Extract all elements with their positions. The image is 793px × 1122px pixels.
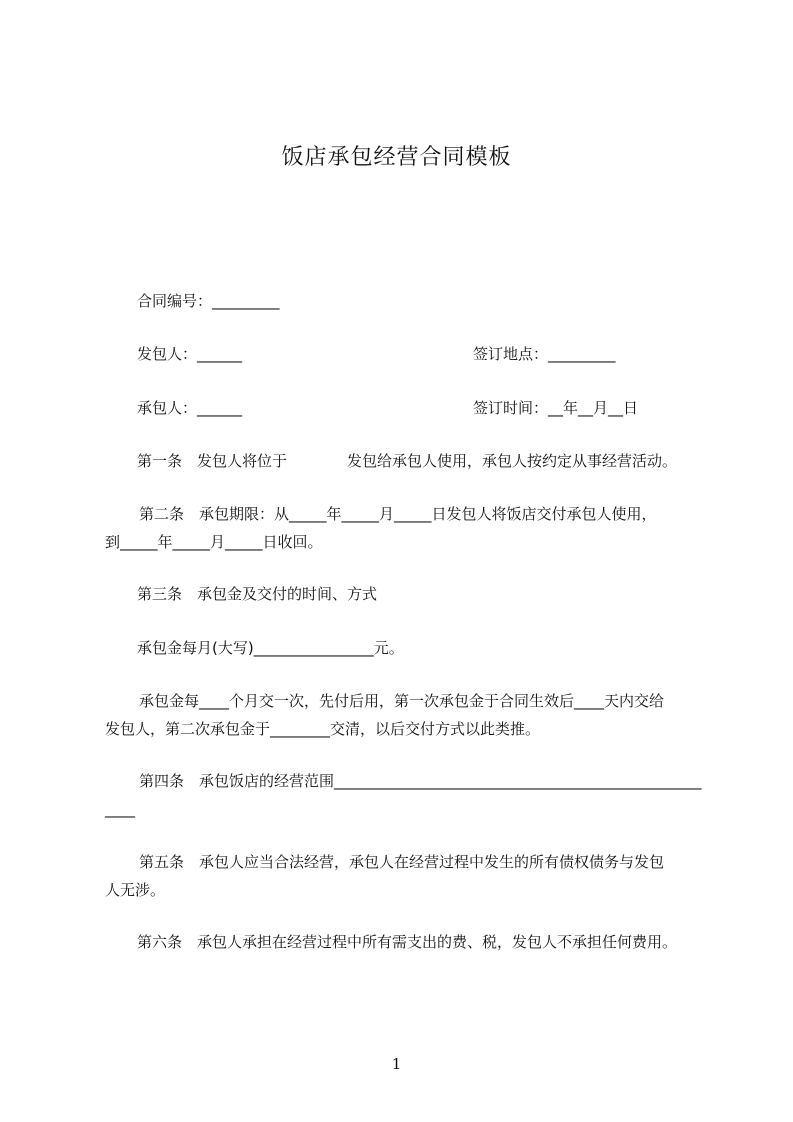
article-4-line-1: 第四条 承包饭店的经营范围_________________________________________________ (139, 772, 702, 790)
article-3-payment-line-2: 发包人，第二次承包金于________交清，以后交付方式以此类推。 (105, 720, 541, 738)
article-3-heading: 第三条 承包金及交付的时间、方式 (137, 585, 378, 603)
party-a-line (105, 337, 737, 371)
party-b-field: 承包人：______ (137, 399, 243, 417)
article-2-line-2: 到_____年_____月_____日收回。 (105, 533, 323, 551)
article-6: 第六条 承包人承担在经营过程中所有需支出的费、税，发包人不承担任何费用。 (137, 933, 678, 951)
party-b-line (105, 391, 737, 425)
article-5-line-1: 第五条 承包人应当合法经营，承包人在经营过程中发生的所有债权债务与发包 (139, 853, 665, 871)
article-5-line-2: 人无涉。 (105, 881, 166, 899)
article-4-line-2: ____ (105, 800, 135, 818)
contract-number-field: 合同编号：_________ (137, 292, 280, 310)
article-3-payment-line-1: 承包金每____个月交一次，先付后用，第一次承包金于合同生效后____天内交给 (139, 692, 665, 710)
article-3-amount: 承包金每月(大写)________________元。 (137, 639, 404, 657)
party-a-field: 发包人：______ (137, 345, 243, 363)
contract-number-line (105, 284, 737, 318)
page-number: 1 (391, 1055, 402, 1073)
sign-time-field: 签订时间：__年__月__日 (473, 399, 639, 417)
article-1: 第一条 发包人将位于 发包给承包人使用，承包人按约定从事经营活动。 (137, 452, 678, 470)
article-2-line-1: 第二条 承包期限：从_____年_____月_____日发包人将饭店交付承包人使用， (139, 505, 657, 523)
document-title: 饭店承包经营合同模板 (281, 145, 512, 170)
sign-place-field: 签订地点：_________ (473, 345, 616, 363)
